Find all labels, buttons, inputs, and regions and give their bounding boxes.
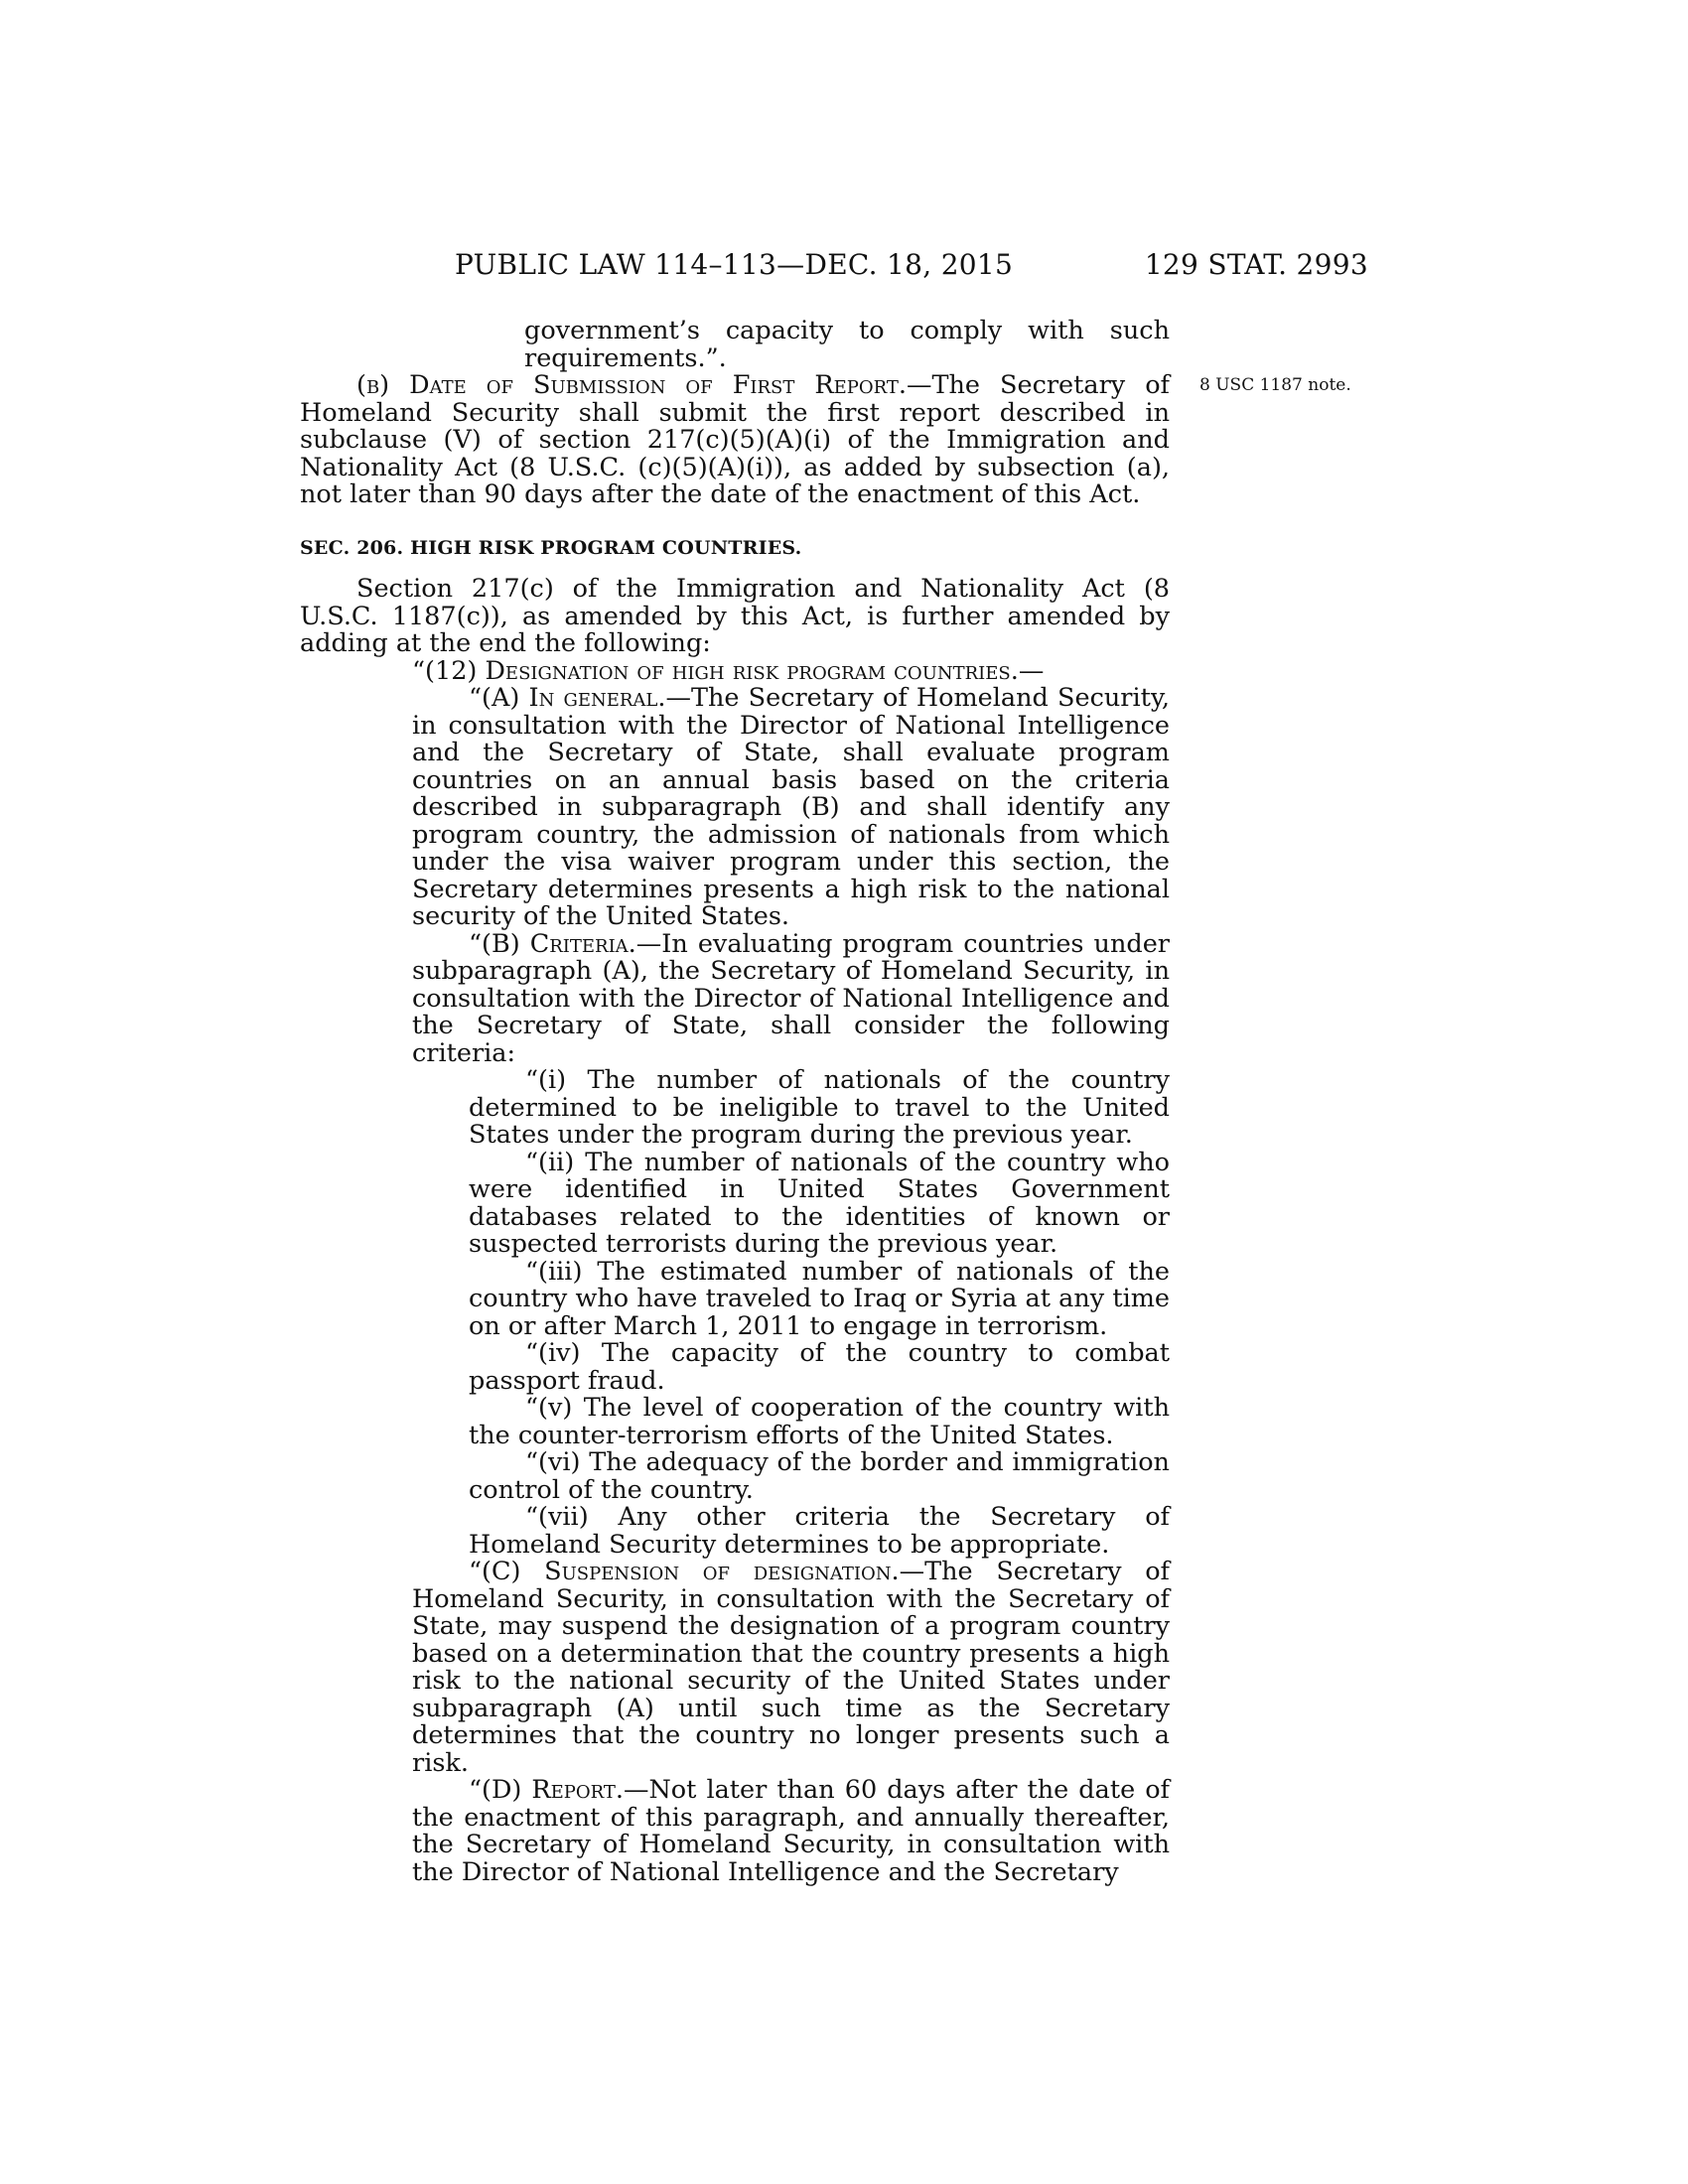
clause-vii: “(vii) Any other criteria the Secretary of Homeland Security determines to be appropriate. (469, 1502, 1170, 1560)
subparagraph-c-heading: “(C) Suspension of designation. (469, 1557, 900, 1586)
clause-v: “(v) The level of cooperation of the country with the counter-terrorism efforts of the United States. (469, 1393, 1170, 1450)
subsection-b-text: —The Secretary of Homeland Security shall submit the first report described in subclause (V) of section 217(c)(5)(A)(i) of the Immigration and Nationality Act (8 U.S.C. (c)(5)(A)(i)), as added by subsection (a), not later than 90 days after the date of the enactment of this Act. (300, 370, 1170, 509)
continuation-text: government’s capacity to comply with such requirements.”. (524, 316, 1170, 373)
subparagraph-a-text: —The Secretary of Homeland Security, in consultation with the Director of National Intelligence and the Secretary of State, shall evaluate program countries on an annual basis based on the criteria described in subparagraph (B) and shall identify any program country, the admission of nationals from which under the visa waiver program under this section, the Secretary determines presents a high risk to the national security of the United States. (412, 683, 1170, 931)
statute-page-number: 129 STAT. 2993 (1144, 248, 1368, 281)
page-header (455, 248, 1368, 288)
public-law-citation: PUBLIC LAW 114–113—DEC. 18, 2015 (455, 248, 1014, 281)
section-heading: SEC. 206. HIGH RISK PROGRAM COUNTRIES. (300, 536, 802, 559)
subparagraph-b-heading: “(B) Criteria. (469, 928, 636, 959)
margin-note: 8 USC 1187 note. (1199, 375, 1351, 395)
clause-i: “(i) The number of nationals of the country determined to be ineligible to travel to the United States under the program during the previous year. (469, 1065, 1170, 1150)
subparagraph-c (300, 1559, 1170, 1777)
subparagraph-a-heading: “(A) In general. (469, 683, 666, 713)
clause-iii: “(iii) The estimated number of nationals of the country who have traveled to Iraq or Syria at any time on or after March 1, 2011 to engage in terrorism. (469, 1256, 1170, 1341)
subparagraph-d-text: —Not later than 60 days after the date of the enactment of this paragraph, and annually thereafter, the Secretary of Homeland Security, in consultation with the Director of National Intelligence and the Secretary (412, 1775, 1170, 1887)
document-body (300, 318, 1170, 1886)
clause-ii: “(ii) The number of nationals of the country who were identified in United States Government databases related to the identities of known or suspected terrorists during the previous year. (469, 1147, 1170, 1259)
subparagraph-a (300, 685, 1170, 931)
paragraph-12: “(12) Designation of high risk program countries.— (412, 655, 1045, 686)
subsection-b (300, 372, 1170, 509)
paragraph-12-heading: “(12) Designation of high risk program countries. (412, 655, 1019, 686)
subparagraph-c-text: —The Secretary of Homeland Security, in consultation with the Secretary of State, may suspend the designation of a program country based on a determination that the country presents a high risk to the national security of the United States under subparagraph (A) until such time as the Secretary determines that the country no longer presents such a risk. (412, 1557, 1170, 1778)
subparagraph-b-text: —In evaluating program countries under subparagraph (A), the Secretary of Homeland Security, in consultation with the Director of National Intelligence and the Secretary of State, shall consider the following criteria: (412, 928, 1170, 1068)
clause-vi: “(vi) The adequacy of the border and immigration control of the country. (469, 1447, 1170, 1505)
subsection-b-heading: (b) Date of Submission of First Report. (356, 370, 907, 400)
subparagraph-d-heading: “(D) Report. (469, 1775, 624, 1805)
clause-iv: “(iv) The capacity of the country to combat passport fraud. (469, 1338, 1170, 1396)
subparagraph-d (300, 1777, 1170, 1886)
subparagraph-b (300, 928, 1170, 1068)
section-intro: Section 217(c) of the Immigration and Nationality Act (8 U.S.C. 1187(c)), as amended by this Act, is further amended by adding at the end the following: (300, 574, 1170, 658)
